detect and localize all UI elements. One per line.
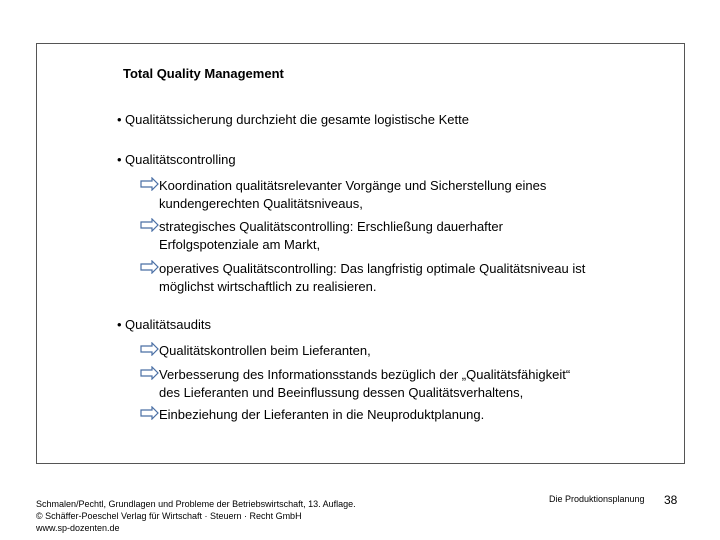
sub-item-line2: Erfolgspotenziale am Markt, [159,237,321,252]
bullet-text: Qualitätscontrolling [125,152,236,167]
footer-source-line1: Schmalen/Pechtl, Grundlagen und Probleme der Betriebswirtschaft, 13. Auflage. [36,499,356,509]
bullet-dot: • [117,112,122,127]
bullet-text: Qualitätsaudits [125,317,211,332]
slide-title: Total Quality Management [123,66,284,81]
sub-item-line1: Qualitätskontrollen beim Lieferanten, [159,343,371,358]
sub-item-line1: Koordination qualitätsrelevanter Vorgänge und Sicherstellung eines [159,178,547,193]
footer-source-line2: © Schäffer-Poeschel Verlag für Wirtschaft · Steuern · Recht GmbH [36,511,302,521]
bullet-dot: • [117,317,122,332]
sub-item-line2: möglichst wirtschaftlich zu realisieren. [159,279,377,294]
sub-item-line2: des Lieferanten und Beeinflussung dessen Qualitätsverhaltens, [159,385,524,400]
bullet-quality-controlling [117,152,236,167]
arrow-icon [140,177,160,191]
arrow-icon [140,406,160,420]
arrow-icon [140,366,160,380]
footer-source-line3: www.sp-dozenten.de [36,523,120,533]
sub-item-line1: Einbeziehung der Lieferanten in die Neuproduktplanung. [159,407,485,422]
arrow-icon [140,342,160,356]
sub-item-line1: strategisches Qualitätscontrolling: Erschließung dauerhafter [159,219,503,234]
footer-chapter: Die Produktionsplanung [549,494,645,504]
page-number: 38 [664,493,678,507]
bullet-text: Qualitätssicherung durchzieht die gesamte logistische Kette [125,112,469,127]
footer-source [36,498,356,534]
sub-item-line1: Verbesserung des Informationsstands bezüglich der „Qualitätsfähigkeit“ [159,367,571,382]
bullet-quality-audits [117,317,211,332]
arrow-icon [140,218,160,232]
sub-item-line1: operatives Qualitätscontrolling: Das langfristig optimale Qualitätsniveau ist [159,261,586,276]
arrow-icon [140,260,160,274]
bullet-dot: • [117,152,122,167]
sub-item-line2: kundengerechten Qualitätsniveaus, [159,196,363,211]
bullet-quality-assurance [117,112,469,127]
